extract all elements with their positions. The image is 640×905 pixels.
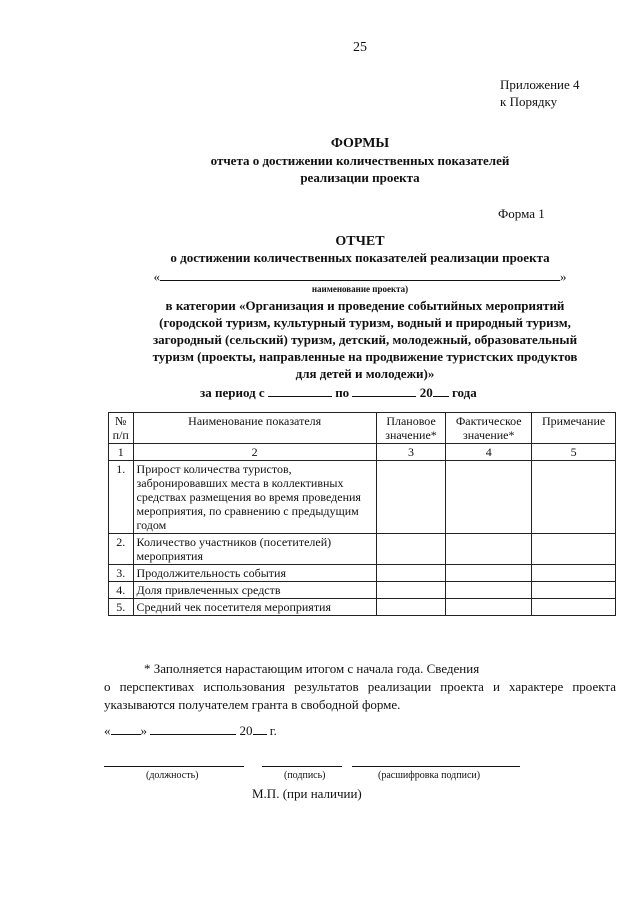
- row-plan-cell[interactable]: [376, 599, 446, 616]
- index-cell: 4: [446, 444, 532, 461]
- forms-subtitle-line: отчета о достижении количественных показателей: [210, 153, 510, 168]
- header-fact: Фактическое значение*: [446, 413, 532, 444]
- stamp-note: М.П. (при наличии): [252, 786, 362, 801]
- header-plan: Плановое значение*: [376, 413, 446, 444]
- report-period: [200, 384, 477, 401]
- position-line[interactable]: [104, 765, 244, 767]
- appendix-line: к Порядку: [500, 94, 558, 109]
- index-cell: 5: [532, 444, 616, 461]
- header-note: Примечание: [532, 413, 616, 444]
- footnote-rest: о перспективах использования результатов реализации проекта и характере проекта указываются получателем гранта в свободной форме.: [104, 679, 616, 712]
- row-name: Доля привлеченных средств: [133, 582, 376, 599]
- table-row: [109, 461, 616, 534]
- row-note-cell[interactable]: [532, 565, 616, 582]
- project-name-line: [60, 268, 640, 285]
- project-name-caption: наименование проекта): [311, 284, 409, 294]
- table-row: [109, 599, 616, 616]
- row-plan-cell[interactable]: [376, 534, 446, 565]
- table-row: [109, 534, 616, 565]
- footnote-first-line: * Заполняется нарастающим итогом с начала года. Сведения: [144, 661, 480, 676]
- header-num: № п/п: [109, 413, 134, 444]
- forms-title: ФОРМЫ: [330, 136, 390, 151]
- project-name-blank[interactable]: [160, 268, 560, 281]
- period-suffix: года: [451, 385, 477, 400]
- appendix-line: Приложение 4: [500, 77, 580, 92]
- row-fact-cell[interactable]: [446, 599, 532, 616]
- date-line: [104, 722, 277, 739]
- period-prefix: за период с: [200, 385, 265, 400]
- period-start-blank[interactable]: [268, 384, 332, 397]
- name-decode-line[interactable]: [352, 765, 520, 767]
- report-subtitle: о достижении количественных показателей реализации проекта: [170, 250, 550, 265]
- row-note-cell[interactable]: [532, 461, 616, 534]
- row-name: Количество участников (посетителей) мероприятия: [133, 534, 376, 565]
- form-number: Форма 1: [498, 206, 545, 221]
- row-fact-cell[interactable]: [446, 461, 532, 534]
- forms-subtitle-line: реализации проекта: [300, 170, 420, 185]
- name-decode-caption: (расшифровка подписи): [378, 770, 481, 781]
- signature-caption: (подпись): [284, 770, 326, 781]
- date-year-prefix: 20: [239, 723, 253, 738]
- index-cell: 1: [109, 444, 134, 461]
- category-line: (городской туризм, культурный туризм, водный и природный туризм,: [159, 315, 571, 330]
- forms-subtitle: [60, 152, 640, 186]
- date-year-blank[interactable]: [253, 722, 267, 735]
- date-quote-open: «: [104, 723, 111, 738]
- period-middle: по: [335, 385, 350, 400]
- report-title: ОТЧЕТ: [335, 234, 385, 249]
- row-num: 2.: [109, 534, 134, 565]
- row-plan-cell[interactable]: [376, 565, 446, 582]
- quote-close: »: [560, 269, 567, 284]
- category-description: [105, 297, 625, 382]
- row-name: Продолжительность события: [133, 565, 376, 582]
- table-row: [109, 565, 616, 582]
- row-note-cell[interactable]: [532, 582, 616, 599]
- table-row: [109, 582, 616, 599]
- row-num: 4.: [109, 582, 134, 599]
- category-line: для детей и молодежи)»: [295, 366, 435, 381]
- period-year-blank[interactable]: [433, 384, 449, 397]
- period-end-blank[interactable]: [352, 384, 416, 397]
- date-month-blank[interactable]: [150, 722, 236, 735]
- index-cell: 2: [133, 444, 376, 461]
- index-cell: 3: [376, 444, 446, 461]
- date-suffix: г.: [269, 723, 277, 738]
- row-fact-cell[interactable]: [446, 565, 532, 582]
- row-num: 3.: [109, 565, 134, 582]
- category-line: в категории «Организация и проведение событийных мероприятий: [165, 298, 565, 313]
- page-number: 25: [353, 40, 367, 55]
- signature-line[interactable]: [262, 765, 342, 767]
- row-num: 5.: [109, 599, 134, 616]
- row-num: 1.: [109, 461, 134, 534]
- row-note-cell[interactable]: [532, 534, 616, 565]
- indicators-table: [108, 412, 616, 616]
- row-fact-cell[interactable]: [446, 534, 532, 565]
- position-caption: (должность): [146, 770, 199, 781]
- row-fact-cell[interactable]: [446, 582, 532, 599]
- row-plan-cell[interactable]: [376, 582, 446, 599]
- header-name: Наименование показателя: [133, 413, 376, 444]
- table-index-row: [109, 444, 616, 461]
- date-quote-close: »: [140, 723, 147, 738]
- row-name: Прирост количества туристов, забронировавших места в коллективных средствах размещения во время проведения мероприятия, по сравнению с предыдущим годом: [133, 461, 376, 534]
- category-line: туризм (проекты, направленные на продвижение туристских продуктов: [152, 349, 578, 364]
- quote-open: «: [153, 269, 160, 284]
- row-plan-cell[interactable]: [376, 461, 446, 534]
- table-header-row: [109, 413, 616, 444]
- date-day-blank[interactable]: [111, 722, 141, 735]
- category-line: загородный (сельский) туризм, детский, молодежный, образовательный: [152, 332, 578, 347]
- row-name: Средний чек посетителя мероприятия: [133, 599, 376, 616]
- period-year-prefix: 20: [419, 385, 433, 400]
- footnote: [104, 660, 616, 714]
- appendix-reference: [500, 76, 580, 110]
- row-note-cell[interactable]: [532, 599, 616, 616]
